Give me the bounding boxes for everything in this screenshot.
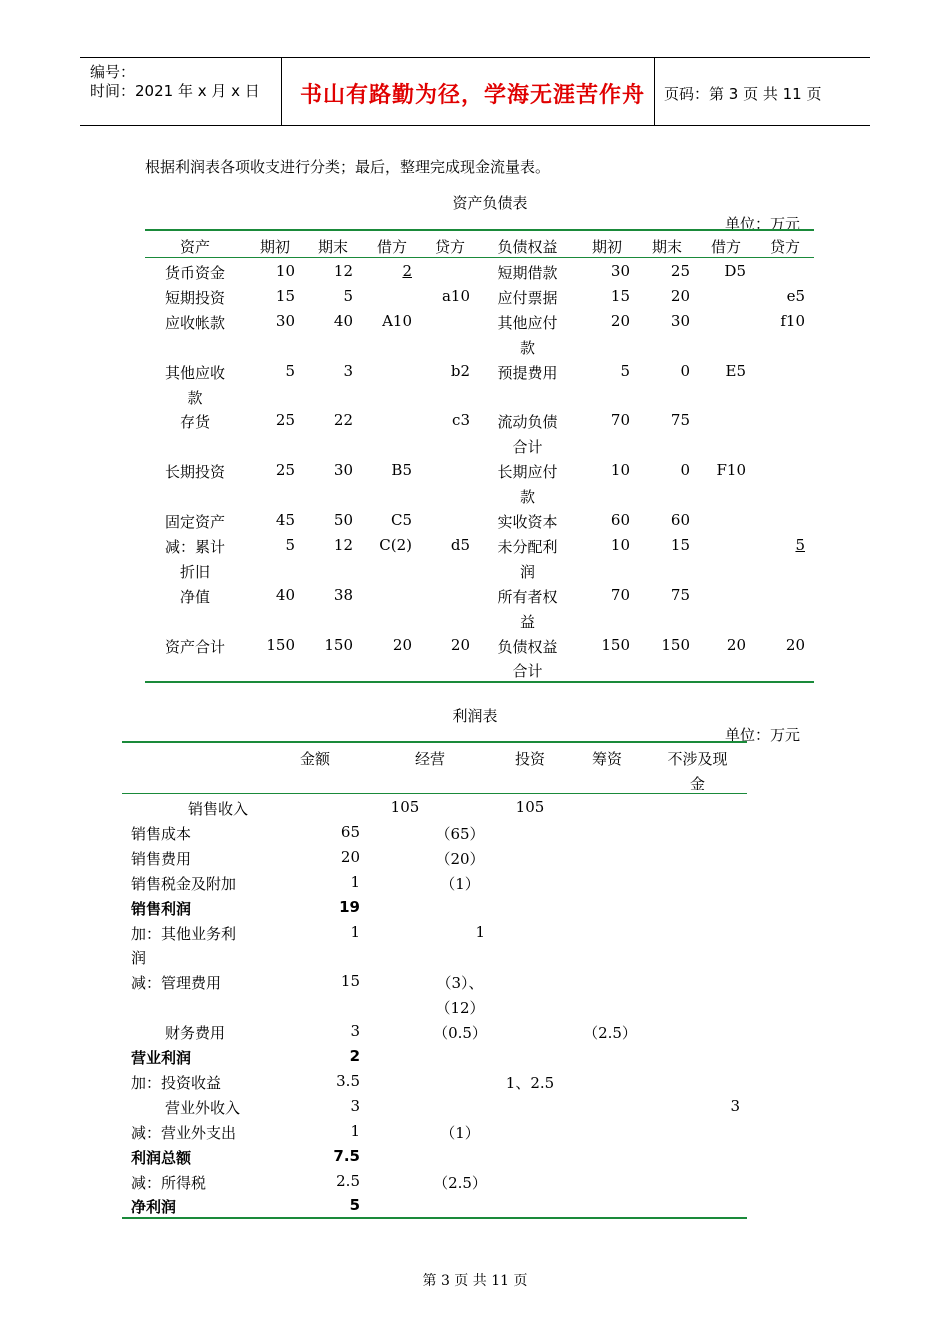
bs-cell: 25 xyxy=(670,262,690,280)
bs-cell: 5 xyxy=(285,535,295,554)
bs-cell: 资产合计 xyxy=(164,637,225,656)
is-cell: （2.5） xyxy=(433,1173,487,1192)
bs-cell: 10 xyxy=(610,461,630,480)
balance-sheet-title: 资产负债表 xyxy=(452,194,528,212)
is-cell: 润 xyxy=(131,949,147,968)
is-cell: 加：投资收益 xyxy=(131,1073,222,1092)
bs-cell: 60 xyxy=(610,511,630,529)
is-cell: 减：所得税 xyxy=(131,1173,207,1192)
bs-cell: 款 xyxy=(519,488,535,507)
income-statement-unit: 单位：万元 xyxy=(725,726,801,744)
bs-cell: 150 xyxy=(601,635,630,654)
bs-cell: 货币资金 xyxy=(164,264,225,282)
is-cell: 2 xyxy=(349,1047,360,1065)
is-cell: 减：营业外支出 xyxy=(131,1123,237,1142)
bs-cell: 10 xyxy=(610,535,630,554)
bs-cell: 其他应收 xyxy=(164,363,225,382)
bs-cell: B5 xyxy=(391,461,412,480)
bs-cell: 未分配利 xyxy=(497,537,558,556)
is-cell: 3 xyxy=(730,1096,740,1115)
bs-header-cell: 期初 xyxy=(259,238,290,256)
bs-cell: 20 xyxy=(670,286,690,305)
is-cell: 1 xyxy=(475,922,485,941)
bs-cell: 30 xyxy=(670,311,690,330)
bs-header-cell: 资产 xyxy=(179,238,210,256)
is-cell: 1、2.5 xyxy=(505,1073,555,1092)
is-cell: 销售费用 xyxy=(131,849,192,868)
bs-cell: 70 xyxy=(610,585,630,604)
bs-cell: 存货 xyxy=(179,413,210,432)
bs-cell: 5 xyxy=(285,361,295,380)
is-header-cell: 金额 xyxy=(299,750,330,768)
bs-cell: 流动负债 xyxy=(497,413,558,432)
bs-cell: C5 xyxy=(390,511,412,529)
bs-header-cell: 期末 xyxy=(651,238,682,256)
is-cell: 20 xyxy=(340,847,360,866)
bs-cell: 20 xyxy=(392,635,412,654)
bs-cell: 款 xyxy=(519,338,535,357)
is-header-cell: 经营 xyxy=(414,750,445,768)
bs-cell: 5 xyxy=(795,535,805,554)
is-cell: 财务费用 xyxy=(165,1024,226,1043)
bs-cell: a10 xyxy=(441,286,470,305)
is-cell: 105 xyxy=(515,798,545,816)
bs-cell: 30 xyxy=(333,461,353,480)
bs-cell: D5 xyxy=(724,262,746,280)
is-cell: 19 xyxy=(339,897,360,916)
bs-cell: 合计 xyxy=(512,438,543,457)
bs-cell: 20 xyxy=(785,635,805,654)
is-cell: 1 xyxy=(350,872,360,891)
is-cell: 1 xyxy=(350,922,360,941)
is-cell: 1 xyxy=(350,1121,360,1140)
bs-cell: f10 xyxy=(780,311,805,330)
bs-header-cell: 借方 xyxy=(376,238,407,256)
is-cell: 销售收入 xyxy=(188,800,249,818)
bs-cell: e5 xyxy=(786,286,805,305)
bs-cell: 75 xyxy=(670,585,690,604)
is-cell: 5 xyxy=(349,1196,360,1215)
bs-cell: 长期投资 xyxy=(164,463,225,482)
bs-cell: 5 xyxy=(343,286,353,305)
bs-cell: 15 xyxy=(275,286,295,305)
bs-cell: b2 xyxy=(450,361,470,380)
is-cell: 加：其他业务利 xyxy=(131,924,237,943)
bs-header-cell: 借方 xyxy=(710,238,741,256)
is-cell: 3.5 xyxy=(336,1071,360,1090)
bs-cell: c3 xyxy=(452,411,470,430)
bs-cell: 20 xyxy=(726,635,746,654)
bs-cell: 10 xyxy=(275,262,295,280)
bs-cell: 30 xyxy=(610,262,630,280)
bs-cell: 20 xyxy=(610,311,630,330)
is-cell: 营业外收入 xyxy=(165,1098,241,1117)
is-cell: 销售税金及附加 xyxy=(131,874,237,893)
bs-cell: 20 xyxy=(450,635,470,654)
is-cell: （1） xyxy=(440,1123,480,1142)
bs-cell: 短期借款 xyxy=(497,264,558,282)
bs-cell: 50 xyxy=(333,511,353,529)
bs-cell: 款 xyxy=(187,388,203,407)
bs-cell: 实收资本 xyxy=(497,513,558,531)
bs-cell: 短期投资 xyxy=(164,288,225,307)
is-cell: 105 xyxy=(390,798,420,816)
is-cell: 7.5 xyxy=(333,1146,360,1165)
bs-cell: 12 xyxy=(333,262,353,280)
bs-cell: E5 xyxy=(725,361,746,380)
is-cell: 3 xyxy=(350,1022,360,1041)
is-cell: 15 xyxy=(340,972,360,991)
is-header-cell: 投资 xyxy=(514,750,545,768)
motto-title: 书山有路勤为径，学海无涯苦作舟 xyxy=(300,83,646,108)
bs-cell: 75 xyxy=(670,411,690,430)
bs-cell: 益 xyxy=(519,612,535,631)
bs-cell: d5 xyxy=(450,535,470,554)
is-cell: 65 xyxy=(340,822,360,841)
bs-cell: 应付票据 xyxy=(497,288,558,307)
bs-cell: 长期应付 xyxy=(497,463,558,482)
bs-header-cell: 负债权益 xyxy=(497,238,558,256)
is-cell: （20） xyxy=(435,849,485,868)
is-cell: 净利润 xyxy=(131,1198,177,1217)
bs-cell: F10 xyxy=(716,461,746,480)
bs-cell: 12 xyxy=(333,535,353,554)
is-cell: 营业利润 xyxy=(131,1049,192,1067)
bs-cell: A10 xyxy=(382,311,412,330)
bs-cell: 38 xyxy=(333,585,353,604)
bs-header-cell: 期末 xyxy=(317,238,348,256)
bs-cell: 45 xyxy=(275,511,295,529)
bs-cell: 0 xyxy=(680,361,690,380)
is-cell: 销售成本 xyxy=(131,824,192,843)
is-cell: （3）、 xyxy=(436,974,484,993)
bs-cell: 15 xyxy=(610,286,630,305)
income-statement-title: 利润表 xyxy=(452,707,498,725)
is-cell: （65） xyxy=(435,824,485,843)
doc-time-label: 时间：2021 年 x 月 x 日 xyxy=(90,82,260,100)
is-cell: 利润总额 xyxy=(131,1148,192,1167)
bs-cell: 应收帐款 xyxy=(164,313,225,332)
bs-cell: 减：累计 xyxy=(164,537,225,556)
bs-header-cell: 贷方 xyxy=(769,238,800,256)
bs-cell: 25 xyxy=(275,461,295,480)
bs-cell: 固定资产 xyxy=(164,513,225,531)
page-number-label: 页码：第 3 页 共 11 页 xyxy=(664,85,822,103)
intro-paragraph: 根据利润表各项收支进行分类；最后，整理完成现金流量表。 xyxy=(145,158,551,176)
bs-cell: 2 xyxy=(402,262,412,280)
is-cell: 3 xyxy=(350,1096,360,1115)
bs-cell: 折旧 xyxy=(179,562,210,581)
bs-cell: 预提费用 xyxy=(497,363,558,382)
bs-cell: 合计 xyxy=(512,662,543,681)
bs-header-cell: 贷方 xyxy=(434,238,465,256)
bs-cell: 3 xyxy=(343,361,353,380)
bs-cell: 所有者权 xyxy=(497,587,558,606)
is-header-cell: 筹资 xyxy=(591,750,622,768)
balance-sheet-unit: 单位：万元 xyxy=(725,215,801,233)
is-cell: 减：管理费用 xyxy=(131,974,222,993)
bs-cell: 30 xyxy=(275,311,295,330)
is-cell: （1） xyxy=(440,874,480,893)
bs-cell: 150 xyxy=(324,635,353,654)
is-cell: （0.5） xyxy=(433,1024,487,1043)
doc-number-label: 编号： xyxy=(90,63,136,81)
bs-cell: 净值 xyxy=(179,587,210,606)
bs-cell: 25 xyxy=(275,411,295,430)
is-cell: （2.5） xyxy=(583,1024,637,1043)
bs-cell: 其他应付 xyxy=(497,313,558,332)
bs-cell: 15 xyxy=(670,535,690,554)
is-cell: （12） xyxy=(435,999,485,1018)
page-footer: 第 3 页 共 11 页 xyxy=(422,1273,528,1289)
bs-cell: 0 xyxy=(680,461,690,480)
bs-cell: 负债权益 xyxy=(497,637,558,656)
bs-cell: 150 xyxy=(661,635,690,654)
bs-cell: 150 xyxy=(266,635,295,654)
bs-cell: 22 xyxy=(333,411,353,430)
bs-header-cell: 期初 xyxy=(591,238,622,256)
is-header-cell: 金 xyxy=(689,775,705,793)
bs-cell: 60 xyxy=(670,511,690,529)
bs-cell: 40 xyxy=(333,311,353,330)
bs-cell: 润 xyxy=(519,562,535,581)
bs-cell: 5 xyxy=(620,361,630,380)
bs-cell: 40 xyxy=(275,585,295,604)
bs-cell: C(2) xyxy=(379,535,412,554)
is-cell: 2.5 xyxy=(336,1171,360,1190)
is-cell: 销售利润 xyxy=(131,899,192,918)
bs-cell: 70 xyxy=(610,411,630,430)
is-header-cell: 不涉及现 xyxy=(667,750,728,768)
